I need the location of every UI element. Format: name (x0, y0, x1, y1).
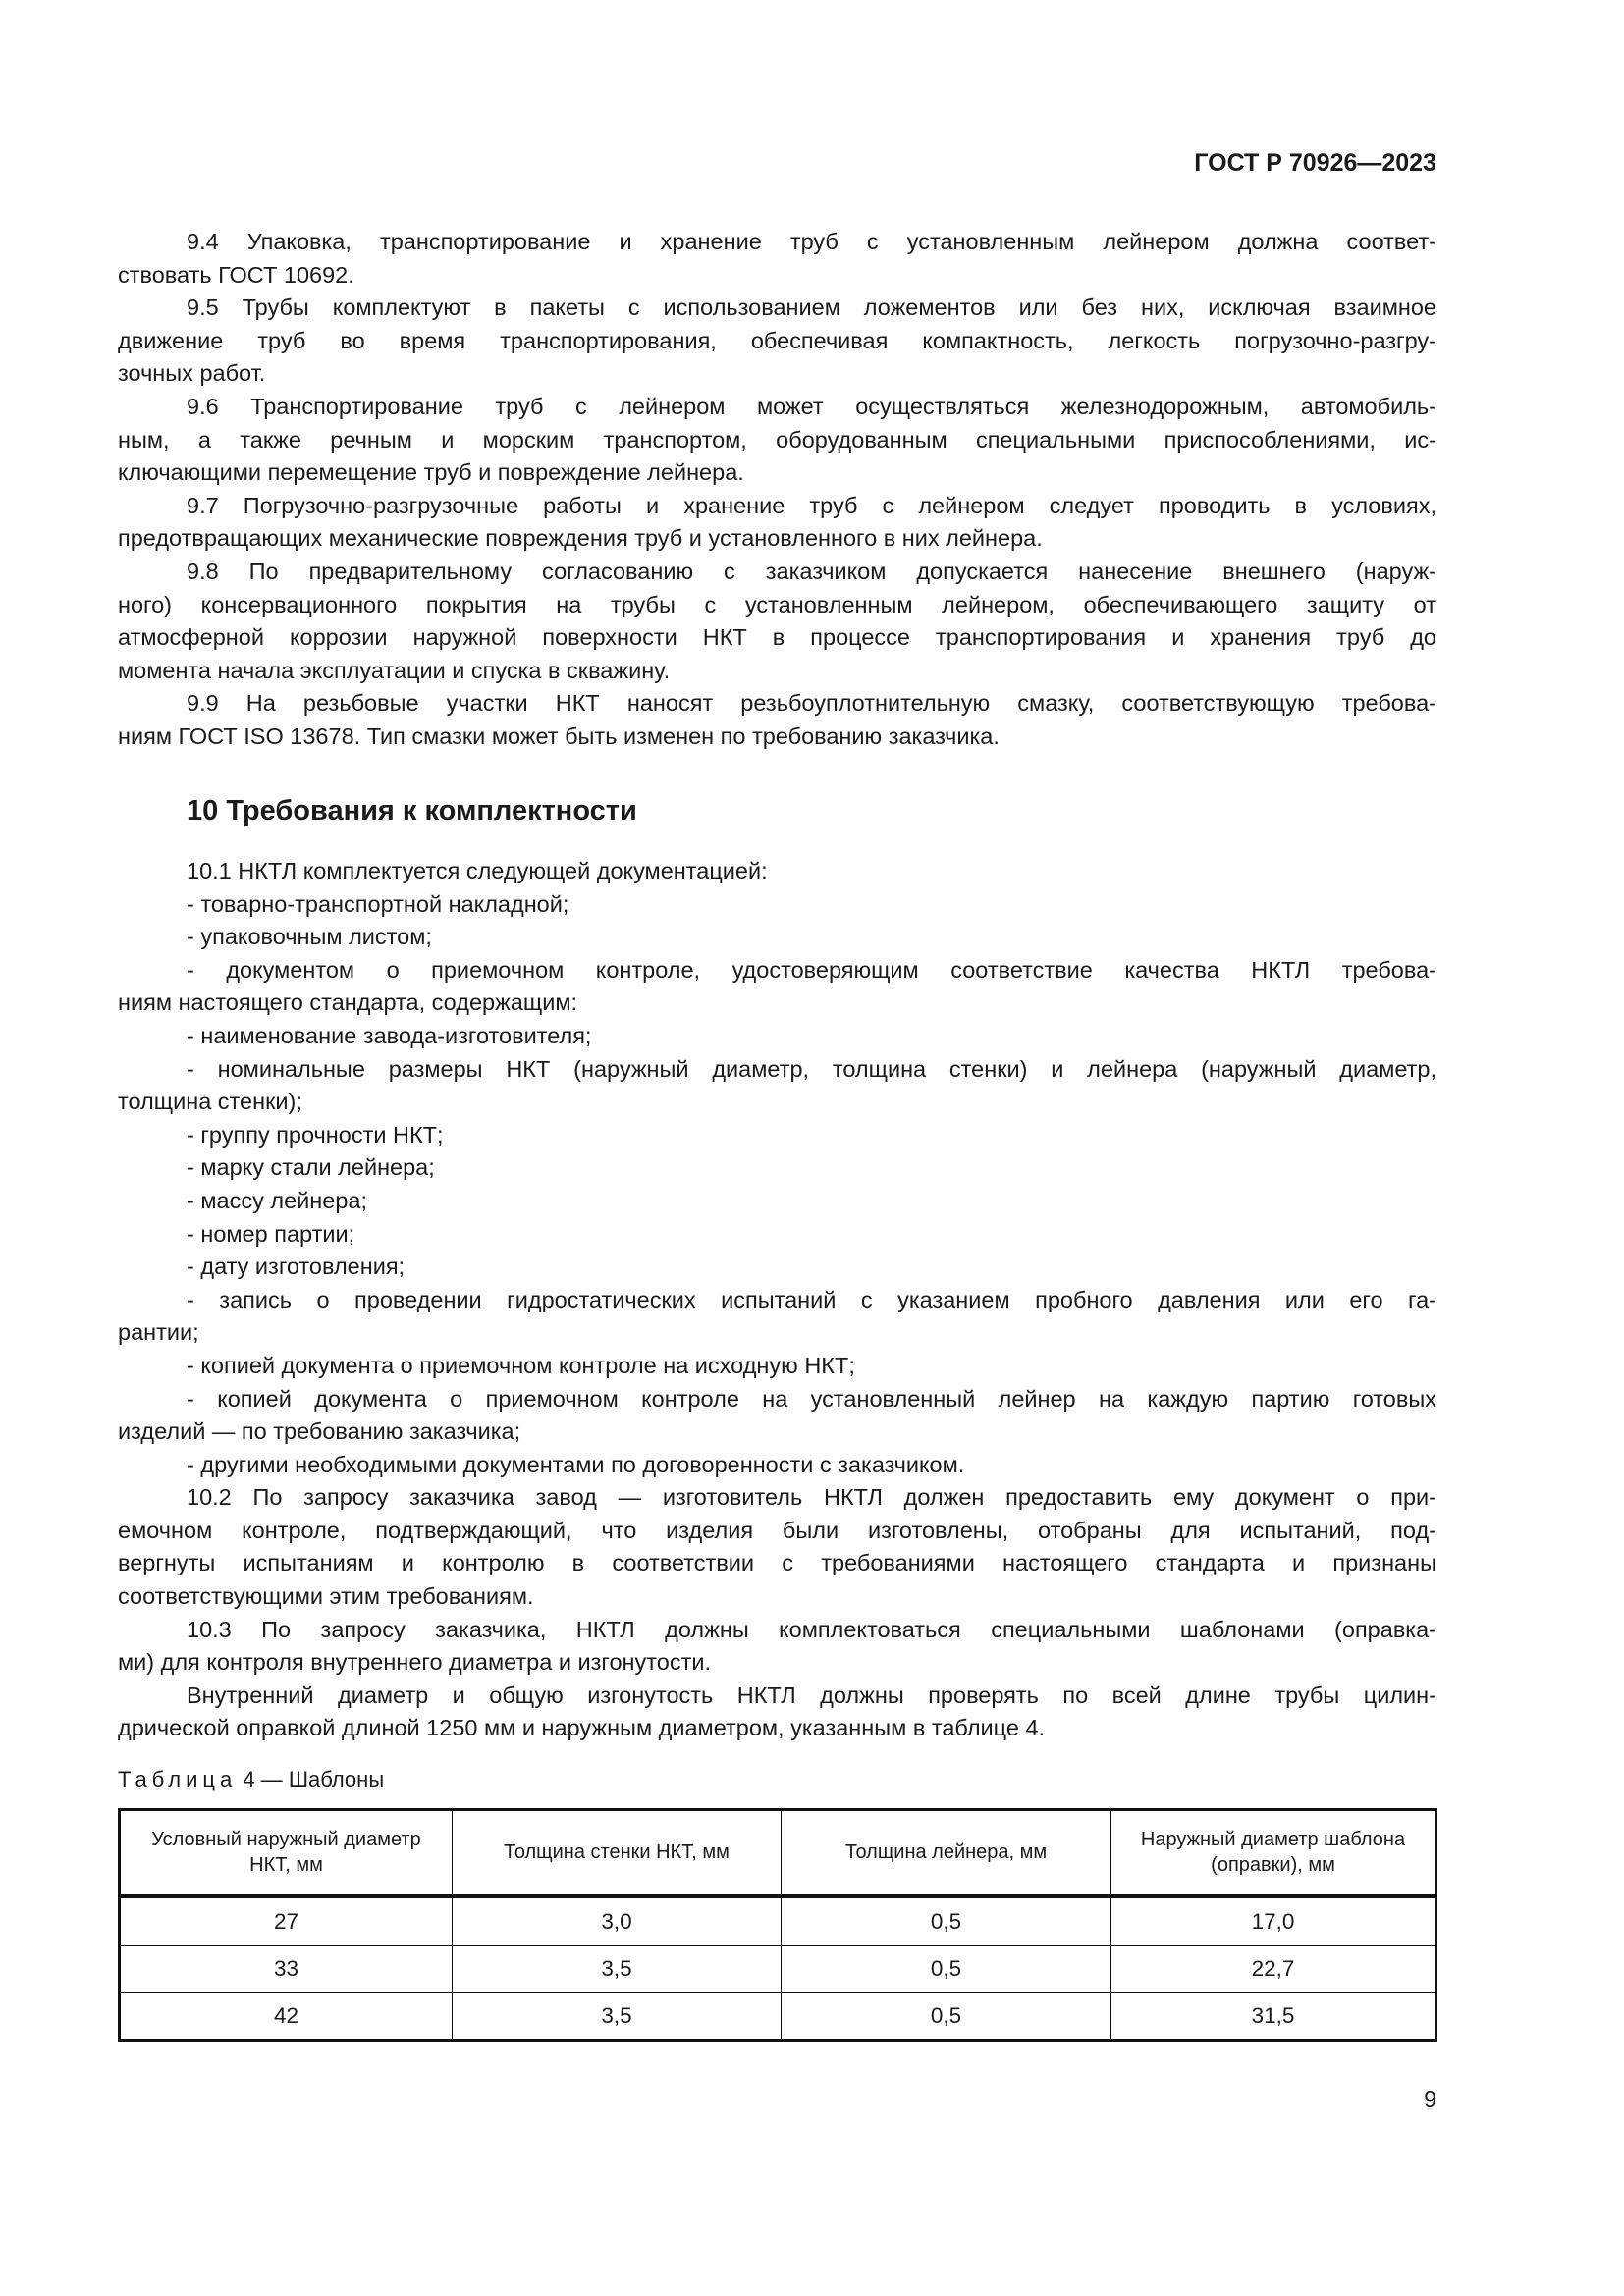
page-number: 9 (1424, 2086, 1436, 2111)
paragraph-line: 9.5 Трубы комплектуют в пакеты с использованием ложементов или без них, исключая взаимное (187, 294, 1436, 321)
table-cell: 0,5 (782, 1946, 1111, 1993)
col-header-liner-thickness: Толщина лейнера, мм (782, 1810, 1111, 1896)
table-row (120, 1946, 1436, 1993)
table-cell: 31,5 (1111, 1993, 1436, 2041)
paragraph-line: атмосферной коррозии наружной поверхности НКТ в процессе транспортирования и хранения труб до (118, 624, 1436, 651)
paragraph-line: ниям настоящего стандарта, содержащим: (118, 989, 578, 1016)
paragraph-line: - наименование завода-изготовителя; (187, 1022, 592, 1048)
paragraph-line: предотвращающих механические повреждения труб и установленного в них лейнера. (118, 525, 1043, 552)
paragraph-line: емочном контроле, подтверждающий, что изделия были изготовлены, отобраны для испытаний, под- (118, 1517, 1436, 1543)
document-number: ГОСТ Р 70926—2023 (1194, 149, 1436, 177)
paragraph-line: зочных работ. (118, 360, 266, 387)
table-cell: 42 (120, 1993, 453, 2041)
paragraph-line: - марку стали лейнера; (187, 1154, 435, 1181)
table-row (120, 1896, 1436, 1946)
paragraph-line: изделий — по требованию заказчика; (118, 1418, 521, 1445)
table-cell: 33 (120, 1946, 453, 1993)
section-10-title: 10 Требования к комплектности (187, 795, 637, 827)
table-row (120, 1993, 1436, 2041)
section-10-text (118, 855, 1436, 1745)
paragraph-line: толщина стенки); (118, 1089, 302, 1115)
paragraph-line: Внутренний диаметр и общую изгонутость НКТЛ должны проверять по всей длине трубы цилин- (187, 1682, 1436, 1708)
paragraph-line: 10.1 НКТЛ комплектуется следующей документацией: (187, 858, 768, 883)
paragraph-line: - другими необходимыми документами по договоренности с заказчиком. (187, 1451, 965, 1477)
paragraph-line: рантии; (118, 1319, 199, 1346)
paragraph-line: 10.2 По запросу заказчика завод — изготовитель НКТЛ должен предоставить ему документ о при- (187, 1484, 1436, 1511)
paragraph-line: 9.4 Упаковка, транспортирование и хранение труб с установленным лейнером должна соответ- (187, 229, 1436, 254)
paragraph-line: ного) консервационного покрытия на трубы с установленным лейнером, обеспечивающего защиту от (118, 591, 1436, 617)
paragraph-line: вергнуты испытаниям и контролю в соответствии с требованиями настоящего стандарта и признаны (118, 1550, 1436, 1576)
table-cell: 3,5 (453, 1993, 782, 2041)
paragraph-line: момента начала эксплуатации и спуска в скважину. (118, 657, 671, 683)
paragraph-line: - копией документа о приемочном контроле на исходную НКТ; (187, 1352, 855, 1378)
paragraph-line: ным, а также речным и морским транспортом, оборудованным специальными приспособлениями, ис- (118, 426, 1436, 453)
table-header-row (120, 1810, 1436, 1896)
table-cell: 0,5 (782, 1993, 1111, 2041)
paragraph-line: 9.8 По предварительному согласованию с заказчиком допускается нанесение внешнего (наруж- (187, 558, 1436, 584)
paragraph-line: - документом о приемочном контроле, удостоверяющим соответствие качества НКТЛ требова- (187, 956, 1436, 983)
paragraph-line: ключающими перемещение труб и повреждение лейнера. (118, 459, 744, 486)
paragraph-line: - дату изготовления; (187, 1254, 406, 1280)
paragraph-line: - номер партии; (187, 1220, 355, 1247)
templates-table (118, 1808, 1437, 2042)
table-cell: 3,0 (453, 1896, 782, 1946)
table-caption (118, 1767, 384, 1792)
paragraph-line: ниям ГОСТ ISO 13678. Тип смазки может быть изменен по требованию заказчика. (118, 722, 1000, 749)
table-cell: 3,5 (453, 1946, 782, 1993)
section-9-text (118, 226, 1436, 754)
table-caption-prefix: Таблица (118, 1767, 238, 1791)
col-header-wall-thickness: Толщина стенки НКТ, мм (453, 1810, 782, 1896)
table-cell: 22,7 (1111, 1946, 1436, 1993)
paragraph-line: - номинальные размеры НКТ (наружный диаметр, толщина стенки) и лейнера (наружный диаметр, (187, 1055, 1436, 1082)
paragraph-line: 9.9 На резьбовые участки НКТ наносят резьбоуплотнительную смазку, соответствующую требова- (187, 690, 1436, 717)
paragraph-line: 9.7 Погрузочно-разгрузочные работы и хранение труб с лейнером следует проводить в условиях, (187, 492, 1436, 518)
col-header-template-diameter: Наружный диаметр шаблона (оправки), мм (1111, 1810, 1436, 1896)
paragraph-line: ми) для контроля внутреннего диаметра и изгонутости. (118, 1649, 711, 1676)
table-caption-title: 4 — Шаблоны (237, 1767, 385, 1791)
paragraph-line: ствовать ГОСТ 10692. (118, 261, 354, 288)
col-header-pipe-diameter: Условный наружный диаметр НКТ, мм (120, 1810, 453, 1896)
paragraph-line: - товарно-транспортной накладной; (187, 890, 569, 917)
paragraph-line: - копией документа о приемочном контроле на установленный лейнер на каждую партию готовых (187, 1385, 1436, 1412)
paragraph-line: соответствующими этим требованиям. (118, 1583, 534, 1610)
paragraph-line: - массу лейнера; (187, 1187, 367, 1213)
paragraph-line: - группу прочности НКТ; (187, 1121, 444, 1148)
table-cell: 0,5 (782, 1896, 1111, 1946)
table-cell: 17,0 (1111, 1896, 1436, 1946)
paragraph-line: дрической оправкой длиной 1250 мм и наружным диаметром, указанным в таблице 4. (118, 1715, 1046, 1741)
paragraph-line: - запись о проведении гидростатических испытаний с указанием пробного давления или его га- (187, 1286, 1436, 1312)
table-cell: 27 (120, 1896, 453, 1946)
paragraph-line: - упаковочным листом; (187, 924, 432, 950)
paragraph-line: движение труб во время транспортирования, обеспечивая компактность, легкость погрузочно-разгру- (118, 327, 1436, 353)
paragraph-line: 10.3 По запросу заказчика, НКТЛ должны комплектоваться специальными шаблонами (оправка- (187, 1616, 1436, 1642)
paragraph-line: 9.6 Транспортирование труб с лейнером может осуществляться железнодорожным, автомобиль- (187, 393, 1436, 419)
